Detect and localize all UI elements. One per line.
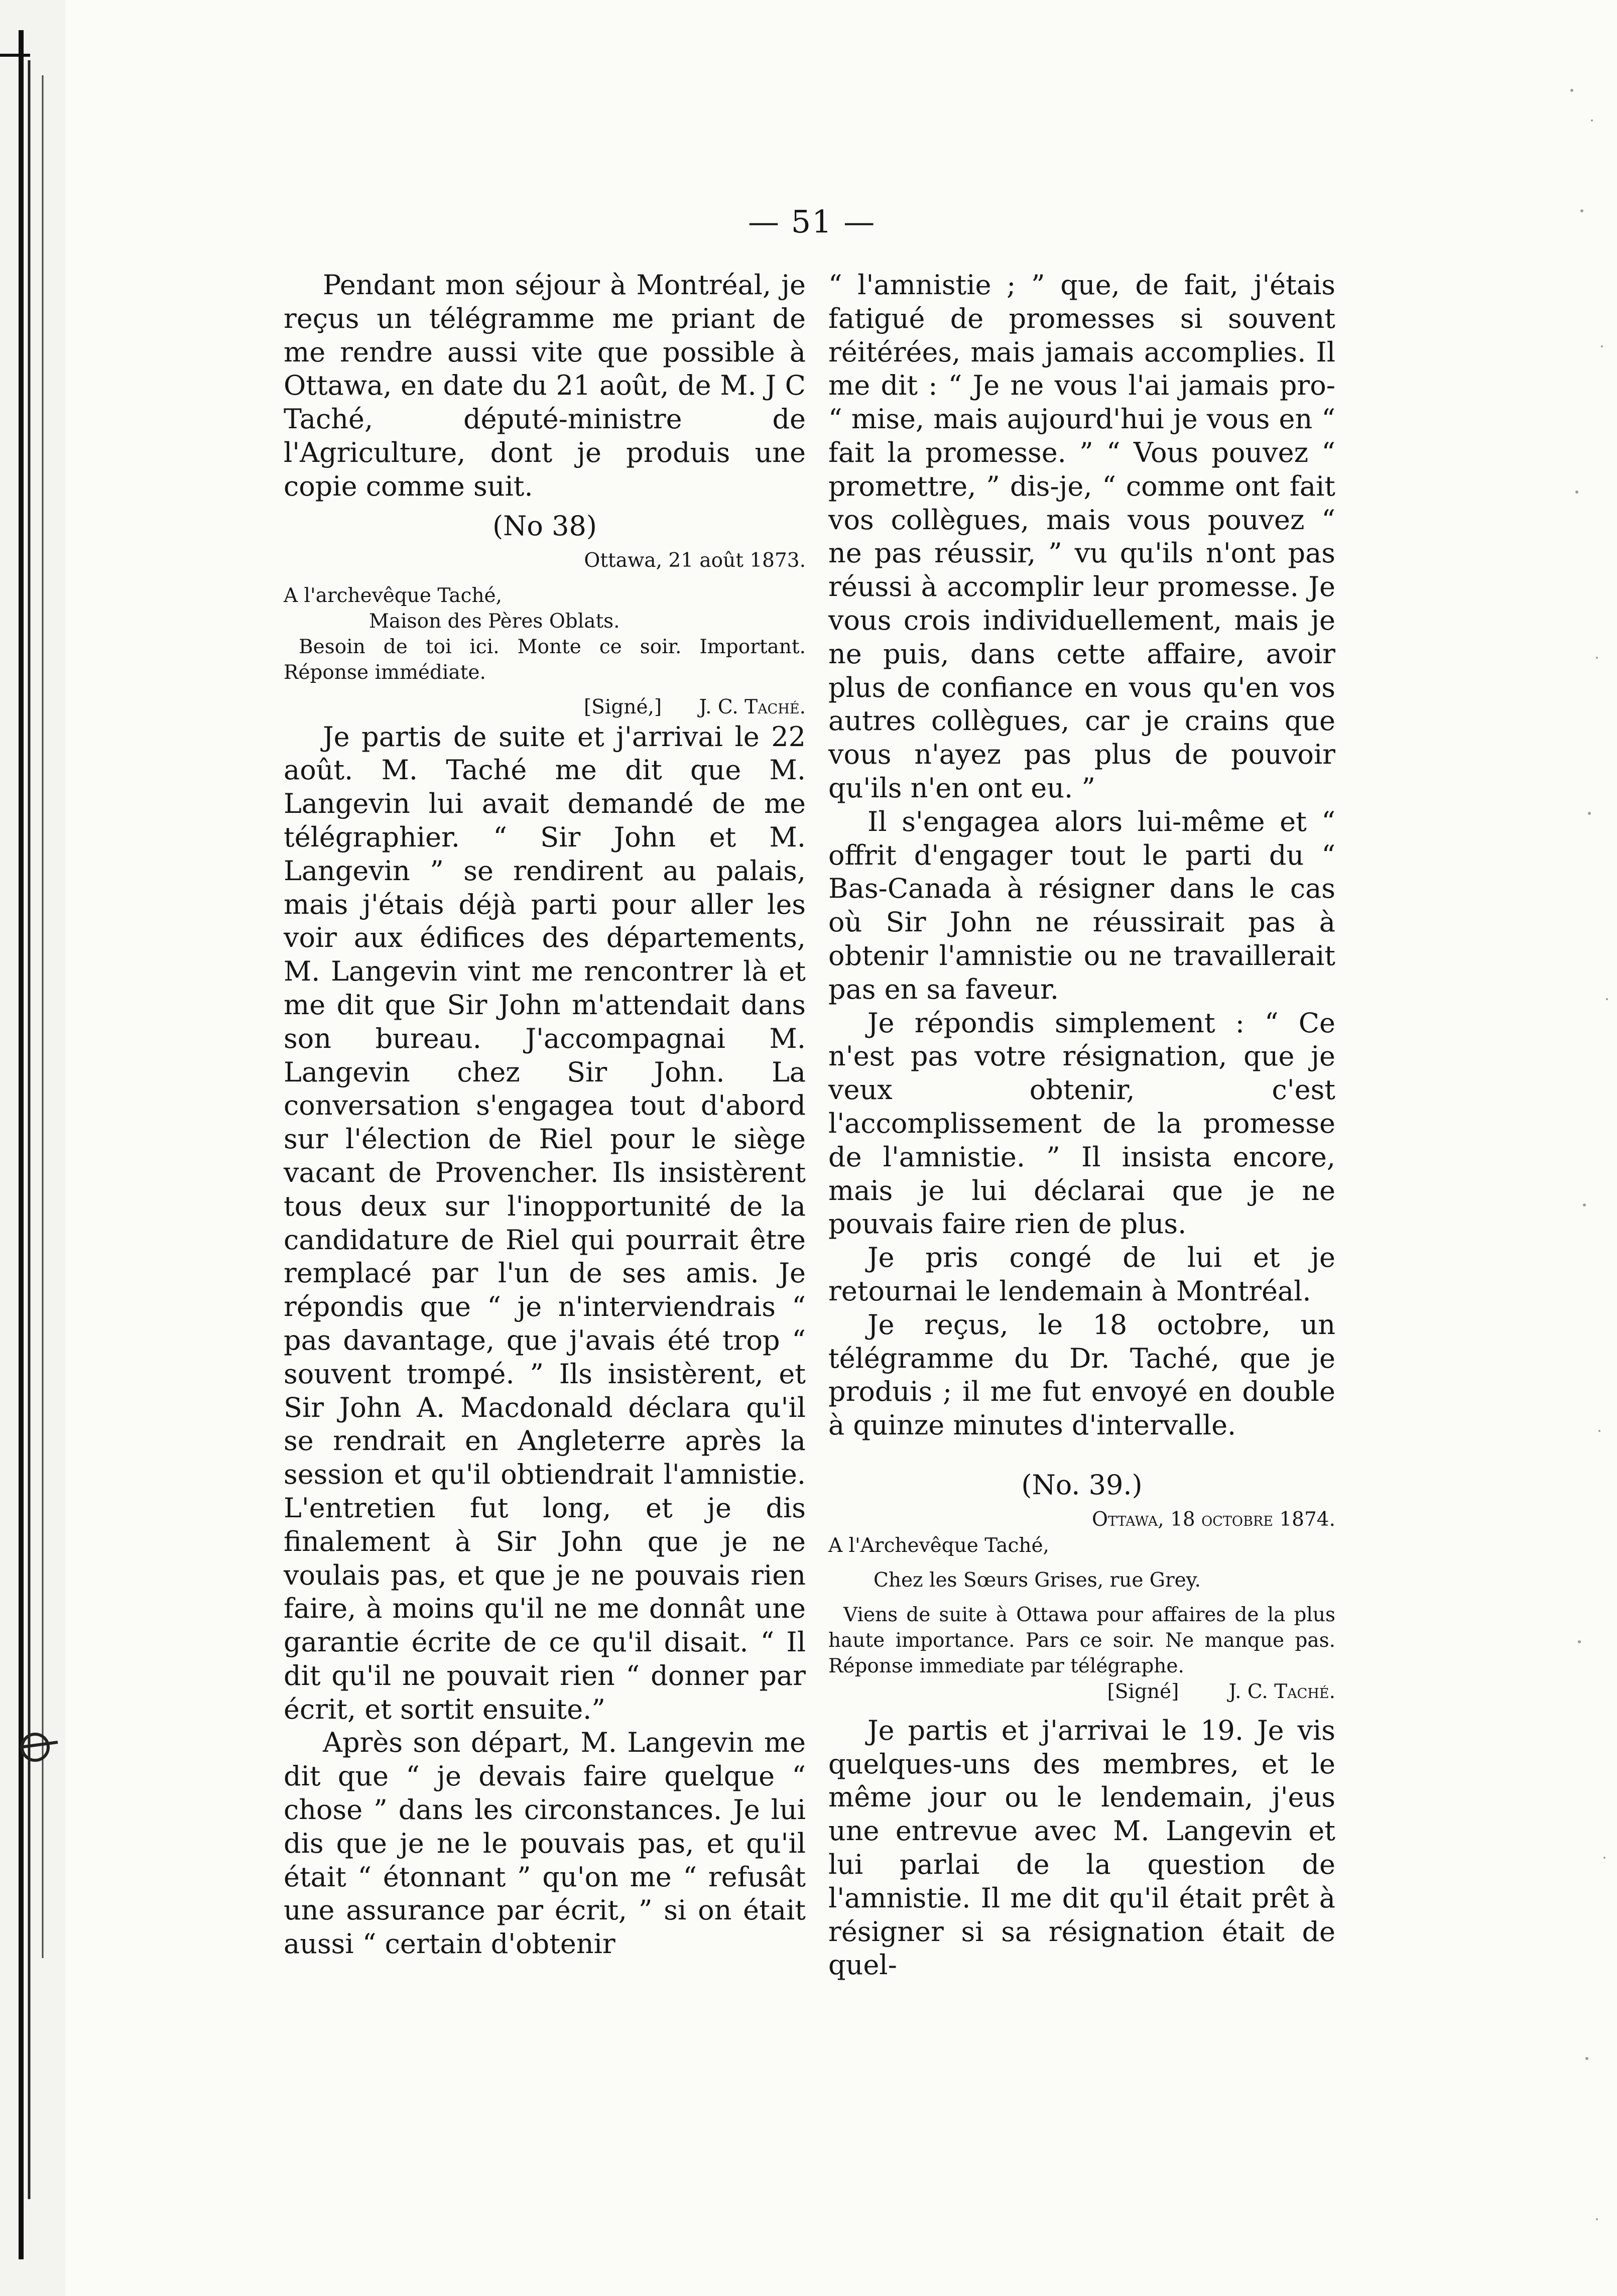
paragraph: Il s'engagea alors lui-même et “ offrit d'engager tout le parti du “ Bas-Canada à résigner dans le cas où Sir John ne réussirait pas à obtenir l'amnistie ou ne travaillerait pas en sa faveur. — [828, 805, 1335, 1005]
letter-number: (No. 39.) — [1021, 1469, 1143, 1501]
paragraph: Je répondis simplement : “ Ce n'est pas votre résignation, que je veux obtenir, c'est l'accomplissement de la promesse de l'amnistie. ” Il insista encore, mais je lui déclarai que je ne pouvais faire rien de plus. — [828, 1007, 1335, 1240]
paragraph: Je pris congé de lui et je retournai le lendemain à Montréal. — [828, 1242, 1335, 1307]
signature: J. C. Taché. — [1228, 1680, 1335, 1703]
page-edge-speckle — [1497, 0, 1617, 2296]
signed-label: [Signé] — [1107, 1680, 1179, 1703]
signed-label: [Signé,] — [583, 695, 662, 718]
letter-body: Viens de suite à Ottawa pour affaires de la plus haute importance. Pars ce soir. Ne manque pas. Réponse immediate par télégraphe. — [828, 1603, 1335, 1677]
right-column — [828, 269, 1335, 1982]
letter-no-38 — [284, 510, 806, 720]
paragraph: Je reçus, le 18 octobre, un télégramme du Dr. Taché, que je produis ; il me fut envoyé en double à quinze minutes d'intervalle. — [828, 1308, 1335, 1441]
page-number: — 51 — — [748, 203, 876, 240]
letter-date: Ottawa, 21 août 1873. — [584, 549, 806, 572]
letter-addressee: A l'Archevêque Taché, — [828, 1534, 1049, 1557]
letter-body: Besoin de toi ici. Monte ce soir. Important. Réponse immédiate. — [284, 635, 806, 684]
letter-signature-line — [828, 1679, 1335, 1705]
paragraph: Je partis et j'arrivai le 19. Je vis quelques-uns des membres, et le même jour ou le lendemain, j'eus une entrevue avec M. Langevin et lui parlai de la question de l'amnistie. Il me dit qu'il était prêt à résigner si sa résignation était de quel- — [828, 1714, 1335, 1981]
paragraph: Après son départ, M. Langevin me dit que “ je devais faire quelque “ chose ” dans les circonstances. Je lui dis que je ne le pouvais pas, et qu'il était “ étonnant ” qu'on me “ refusât une assurance par écrit, ” si on était aussi “ certain d'obtenir — [284, 1727, 806, 1960]
binding-edge — [0, 0, 65, 2296]
left-column — [284, 269, 806, 1961]
letter-date: Ottawa, 18 octobre 1874. — [1091, 1508, 1335, 1531]
paragraph: “ l'amnistie ; ” que, de fait, j'étais fatigué de promesses si souvent réitérées, mais jamais accomplies. Il me dit : “ Je ne vous l'ai jamais pro- “ mise, mais aujourd'hui je vous en “ fait la promesse. ” “ Vous pouvez “ promettre, ” dis-je, “ comme ont fait vos collègues, mais vous pouvez “ ne pas réussir, ” vu qu'ils n'ont pas réussi à accomplir leur promesse. Je vous crois individuellement, mais je ne puis, dans cette affaire, avoir plus de confiance en vous qu'en vos autres collègues, car je crains que vous n'ayez pas plus de pouvoir qu'ils n'en ont eu. ” — [828, 269, 1335, 804]
paragraph: Je partis de suite et j'arrivai le 22 août. M. Taché me dit que M. Langevin lui avait demandé de me télégraphier. “ Sir John et M. Langevin ” se rendirent au palais, mais j'étais déjà parti pour aller les voir aux édifices des départements, M. Langevin vint me rencontrer là et me dit que Sir John m'attendait dans son bureau. J'accompagnai M. Langevin chez Sir John. La conversation s'engagea tout d'abord sur l'élection de Riel pour le siège vacant de Provencher. Ils insistèrent tous deux sur l'inopportunité de la candidature de Riel qui pourrait être remplacé par l'un de ses amis. Je répondis que “ je n'interviendrais “ pas davantage, que j'avais été trop “ souvent trompé. ” Ils insistèrent, et Sir John A. Macdonald déclara qu'il se rendrait en Angleterre après la session et qu'il obtiendrait l'amnistie. L'entretien fut long, et je dis finalement à Sir John que je ne voulais pas, et que je ne pouvais rien faire, à moins qu'il ne me donnât une garantie écrite de ce qu'il disait. “ Il dit qu'il ne pouvait rien “ donner par écrit, et sortit ensuite.” — [284, 720, 806, 1725]
letter-location: Maison des Pères Oblats. — [369, 610, 620, 633]
paragraph: Pendant mon séjour à Montréal, je reçus un télégramme me priant de me rendre aussi vite que possible à Ottawa, en date du 21 août, de M. J C Taché, député-ministre de l'Agriculture, dont je produis une copie comme suit. — [284, 269, 806, 502]
letter-signature-line — [284, 694, 806, 720]
letter-location: Chez les Sœurs Grises, rue Grey. — [874, 1568, 1201, 1592]
letter-addressee: A l'archevêque Taché, — [284, 584, 503, 607]
signature: J. C. Taché. — [699, 695, 806, 718]
letter-number: (No 38) — [492, 510, 597, 542]
letter-no-39 — [828, 1469, 1335, 1705]
